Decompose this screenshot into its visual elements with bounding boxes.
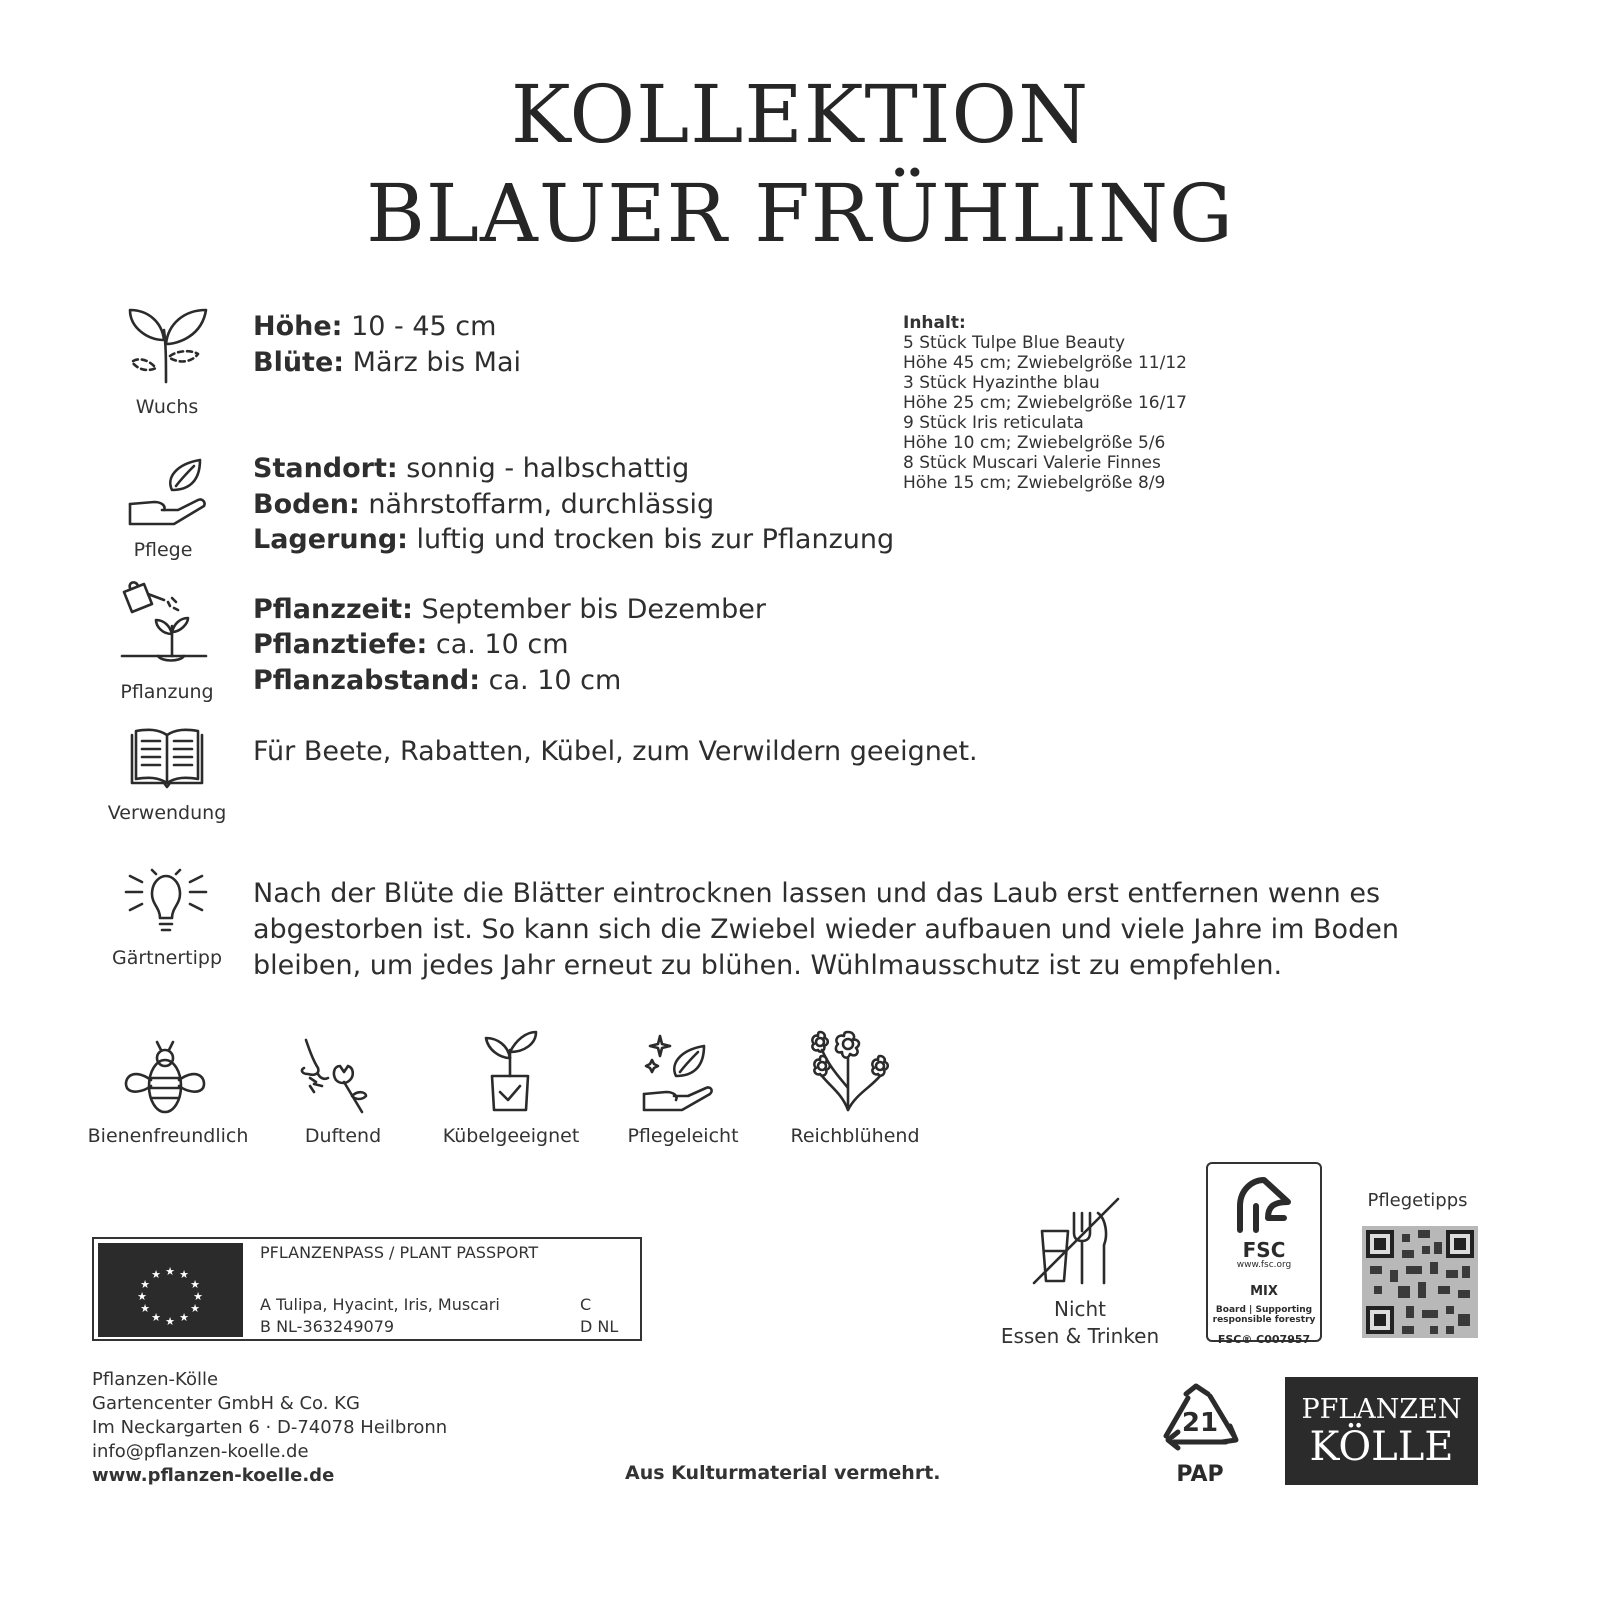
pflanztiefe-line: Pflanztiefe: ca. 10 cm (253, 629, 569, 660)
verwendung-label: Verwendung (107, 802, 227, 824)
svg-text:★: ★ (190, 1302, 200, 1315)
recycling-number: 21 (1181, 1408, 1219, 1438)
svg-text:★: ★ (137, 1290, 147, 1303)
pflanzabstand-line: Pflanzabstand: ca. 10 cm (253, 665, 622, 696)
not-edible-line-1: Nicht (1053, 1297, 1107, 1321)
lightbulb-icon (122, 866, 210, 940)
svg-text:★: ★ (165, 1265, 175, 1278)
address-line: info@pflanzen-koelle.de (92, 1441, 309, 1462)
sparkle-hand-leaf-icon (640, 1030, 718, 1118)
fsc-line-2: responsible forestry (1212, 1315, 1316, 1325)
pflegeleicht-label: Pflegeleicht (627, 1125, 739, 1147)
plant-passport (92, 1237, 642, 1341)
passport-c: C (580, 1295, 592, 1314)
logo-line-2: KÖLLE (1309, 1424, 1454, 1470)
svg-text:★: ★ (190, 1278, 200, 1291)
fsc-url: www.fsc.org (1236, 1260, 1292, 1270)
watering-can-icon (118, 580, 210, 668)
title-line-1: KOLLEKTION (510, 68, 1090, 161)
fsc-tree-icon (1208, 1172, 1320, 1240)
inhalt-line: 3 Stück Hyazinthe blau (903, 373, 1100, 393)
kuebelgeeignet-label: Kübelgeeignet (442, 1125, 580, 1147)
fsc-badge (1206, 1162, 1322, 1346)
no-eat-drink-icon (1030, 1195, 1124, 1291)
inhalt-line: Höhe 45 cm; Zwiebelgröße 11/12 (903, 353, 1187, 373)
passport-heading: PFLANZENPASS / PLANT PASSPORT (260, 1243, 539, 1262)
passport-b: B NL-363249079 (260, 1317, 395, 1336)
svg-text:★: ★ (179, 1268, 189, 1281)
tipp-line: bleiben, um jedes Jahr erneut zu blühen. Wühlmausschutz ist zu empfehlen. (253, 950, 1283, 981)
open-book-icon (128, 727, 206, 793)
svg-text:★: ★ (151, 1311, 161, 1324)
qr-label: Pflegetipps (1367, 1190, 1468, 1211)
plant-sprout-icon (118, 300, 214, 390)
plant-pot-icon (480, 1028, 540, 1118)
verwendung-text: Für Beete, Rabatten, Kübel, zum Verwildern geeignet. (253, 736, 978, 767)
reichbluehend-label: Reichblühend (790, 1125, 920, 1147)
not-edible-line-2: Essen & Trinken (1000, 1324, 1160, 1348)
fsc-code: FSC® C007957 (1217, 1333, 1311, 1346)
gaertnertipp-label: Gärtnertipp (111, 947, 223, 969)
address-line: Gartencenter GmbH & Co. KG (92, 1393, 360, 1414)
passport-d: D NL (580, 1317, 619, 1336)
fsc-line-1: Board | Supporting (1215, 1305, 1313, 1315)
pflanzen-koelle-logo (1285, 1377, 1478, 1485)
inhalt-line: 5 Stück Tulpe Blue Beauty (903, 333, 1126, 353)
boden-line: Boden: nährstoffarm, durchlässig (253, 489, 715, 520)
svg-text:★: ★ (140, 1302, 150, 1315)
recycling-code: PAP (1176, 1462, 1224, 1487)
svg-text:★: ★ (193, 1290, 203, 1303)
eu-flag-icon (98, 1243, 243, 1337)
logo-line-1: PFLANZEN (1301, 1394, 1462, 1425)
svg-text:★: ★ (165, 1315, 175, 1328)
duftend-label: Duftend (304, 1125, 382, 1147)
tipp-line: Nach der Blüte die Blätter eintrocknen lassen und das Laub erst entfernen wenn es (253, 878, 1381, 909)
fsc-mix: MIX (1250, 1284, 1278, 1299)
standort-line: Standort: sonnig - halbschattig (253, 453, 690, 484)
flower-bouquet-icon (806, 1028, 892, 1118)
pflanzung-label: Pflanzung (120, 681, 214, 703)
inhalt-line: 9 Stück Iris reticulata (903, 413, 1084, 433)
lagerung-line: Lagerung: luftig und trocken bis zur Pflanzung (253, 524, 895, 555)
hoehe-line: Höhe: 10 - 45 cm (253, 311, 497, 342)
address-line: Im Neckargarten 6 · D-74078 Heilbronn (92, 1417, 448, 1438)
not-edible-text (980, 1296, 1180, 1350)
address-web: www.pflanzen-koelle.de (92, 1465, 335, 1486)
hand-leaf-icon (124, 456, 208, 532)
nose-flower-icon (296, 1038, 372, 1122)
kultur-note: Aus Kulturmaterial vermehrt. (625, 1462, 941, 1484)
inhalt-block (903, 313, 1187, 493)
passport-a: A Tulipa, Hyacint, Iris, Muscari (260, 1295, 500, 1314)
inhalt-heading: Inhalt: (903, 313, 966, 333)
bee-icon (121, 1040, 209, 1120)
svg-text:★: ★ (151, 1268, 161, 1281)
inhalt-line: 8 Stück Muscari Valerie Finnes (903, 453, 1161, 473)
bienenfreundlich-label: Bienenfreundlich (87, 1125, 249, 1147)
address-block (92, 1368, 447, 1488)
qr-code-icon (1362, 1226, 1478, 1338)
title-line-2: BLAUER FRÜHLING (366, 167, 1234, 260)
svg-text:★: ★ (140, 1278, 150, 1291)
svg-text:★: ★ (179, 1311, 189, 1324)
fsc-name: FSC (1242, 1238, 1286, 1262)
inhalt-line: Höhe 25 cm; Zwiebelgröße 16/17 (903, 393, 1187, 413)
inhalt-line: Höhe 10 cm; Zwiebelgröße 5/6 (903, 433, 1166, 453)
pflege-label: Pflege (133, 539, 193, 561)
address-line: Pflanzen-Kölle (92, 1369, 219, 1390)
inhalt-line: Höhe 15 cm; Zwiebelgröße 8/9 (903, 473, 1166, 493)
tipp-line: abgestorben ist. So kann sich die Zwiebel wieder aufbauen und viele Jahre im Boden (253, 914, 1399, 945)
pflanzzeit-line: Pflanzzeit: September bis Dezember (253, 594, 766, 625)
bluete-line: Blüte: März bis Mai (253, 347, 521, 378)
wuchs-label: Wuchs (135, 396, 199, 418)
